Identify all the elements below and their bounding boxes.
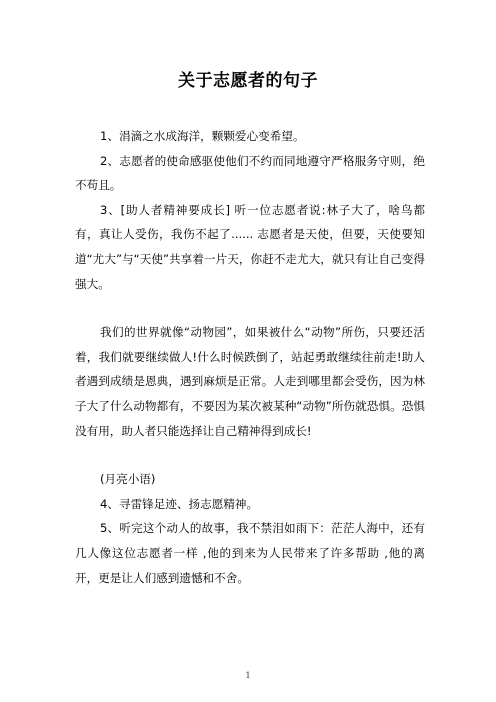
paragraph-2: 2、志愿者的使命感驱使他们不约而同地遵守严格服务守则，绝不苟且。 — [75, 153, 425, 193]
document-body — [75, 124, 425, 590]
paragraph-3: 3、[助人者精神要成长] 听一位志愿者说:林子大了，啥鸟都有，真让人受伤，我伤不起了...... 志愿者是天使，但要，天使要知道“尤大”与“天使”共享着一片天，你赶不走尤大，就只有让自己变得强大。 — [75, 202, 425, 291]
page-number: 1 — [245, 671, 251, 680]
paragraph-6: 5、听完这个动人的故事，我不禁泪如雨下：茫茫人海中，还有几人像这位志愿者一样 ,他的到来为人民带来了许多帮助 ,他的离开，更是让人们感到遗憾和不舍。 — [75, 521, 425, 585]
page-title: 关于志愿者的句子 — [178, 71, 318, 91]
paragraph-source-note: (月亮小语) — [100, 472, 156, 487]
paragraph-5: 4、寻雷锋足迹、扬志愿精神。 — [100, 496, 259, 511]
paragraph-4: 我们的世界就像“动物园”，如果被什么“动物”所伤，只要还活着，我们就要继续做人!什么时候跌倒了，站起勇敢继续往前走!助人者遇到成绩是恩典，遇到麻烦是正常。人走到哪里都会受伤，因为林子大了什么动物都有，不要因为某次被某种“动物”所伤就恐惧。恐惧没有用，助人者只能选择让自己精神得到成长! — [75, 325, 425, 438]
paragraph-1: 1、涓滴之水成海洋，颗颗爱心变希望。 — [100, 129, 305, 143]
